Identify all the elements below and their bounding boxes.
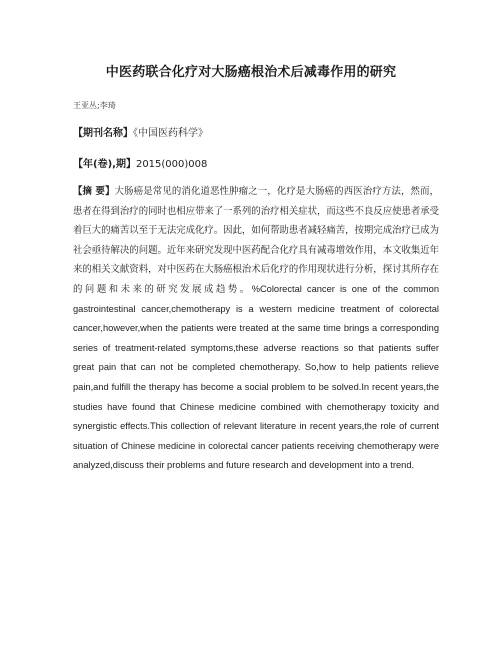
paper-title: 中医药联合化疗对大肠癌根治术后减毒作用的研究: [105, 65, 397, 80]
year-volume-line: [73, 155, 207, 170]
journal-label: 【期刊名称】: [73, 128, 133, 139]
abstract-zh: 大肠癌是常见的消化道恶性肿瘤之一，化疗是大肠癌的西医治疗方法，然而，患者在得到治疗的同时也相应带来了一系列的治疗相关症状，而这些不良反应使患者承受着巨大的痛苦以至于无法完成化疗。因此，如何帮助患者减轻痛苦，按期完成治疗已成为社会亟待解决的问题。近年来研究发现中医药配合化疗具有减毒增效作用，本文收集近年来的相关文献资料，对中医药在大肠癌根治术后化疗的作用现状进行分析，探讨其所存在的问题和未来的研究发展成趋势。: [73, 186, 439, 295]
abstract-en: %Colorectal cancer is one of the common gastrointestinal cancer,chemotherapy is a western medicine treatment of colorectal cancer,however,when the patients were treated at the same time brings a corresponding series of treatment-related symptoms,these adverse reactions so that patients suffer great pain that can not be completed chemotherapy. So,how to help patients relieve pain,and fulfill the therapy has become a social problem to be solved.In recent years,the studies have found that Chinese medicine combined with chemotherapy toxicity and synergistic effects.This collection of relevant literature in recent years,the role of current situation of Chinese medicine in colorectal cancer patients receiving chemotherapy were analyzed,discuss their problems and future research and development into a trend.: [73, 283, 439, 471]
year-volume-label: 【年(卷),期】: [73, 159, 136, 170]
abstract: [73, 182, 439, 476]
journal-value: 《中国医药科学》: [133, 128, 208, 139]
year-volume-value: 2015(000)008: [135, 159, 208, 170]
paper-authors: 王亚丛;李琦: [73, 101, 116, 110]
journal-line: [73, 124, 208, 139]
abstract-label: 【摘 要】: [73, 186, 115, 197]
